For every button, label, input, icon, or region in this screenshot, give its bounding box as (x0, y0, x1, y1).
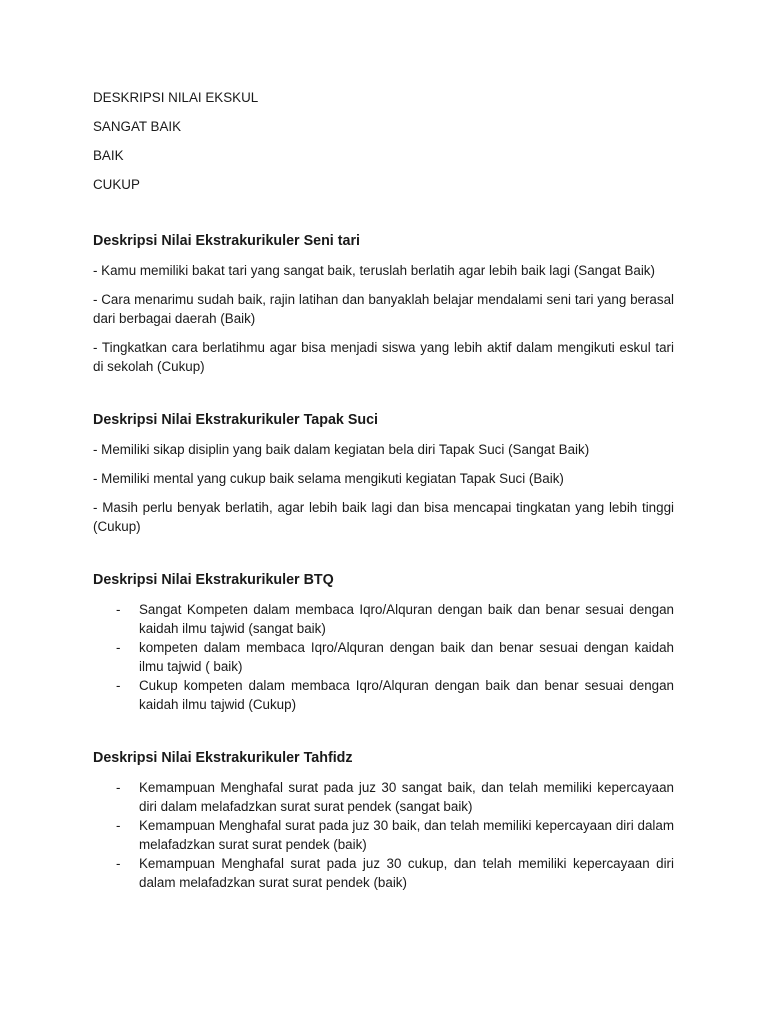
description-list (93, 778, 674, 892)
dash-bullet: - (116, 780, 121, 795)
dash-bullet: - (116, 818, 121, 833)
section-title: Deskripsi Nilai Ekstrakurikuler BTQ (93, 572, 334, 588)
level-baik: BAIK (93, 148, 124, 163)
list-item (93, 600, 674, 638)
section-title: Deskripsi Nilai Ekstrakurikuler Tapak Suci (93, 412, 379, 428)
list-item-text: Kemampuan Menghafal surat pada juz 30 cukup, dan telah memiliki kepercayaan diri dalam melafadzkan surat surat pendek (baik) (139, 856, 674, 890)
list-item (93, 816, 674, 854)
grade-header (93, 88, 674, 194)
document-title: DESKRIPSI NILAI EKSKUL (93, 90, 259, 105)
list-item-text: Sangat Kompeten dalam membaca Iqro/Alquran dengan baik dan benar sesuai dengan kaidah ilmu tajwid (sangat baik) (139, 602, 674, 636)
list-item (93, 778, 674, 816)
list-item (93, 638, 674, 676)
description-paragraph: - Tingkatkan cara berlatihmu agar bisa menjadi siswa yang lebih aktif dalam mengikuti eskul tari di sekolah (Cukup) (93, 340, 674, 374)
list-item-text: Kemampuan Menghafal surat pada juz 30 baik, dan telah memiliki kepercayaan diri dalam melafadzkan surat surat pendek (baik) (139, 818, 674, 852)
list-item-text: Kemampuan Menghafal surat pada juz 30 sangat baik, dan telah memiliki kepercayaan diri dalam melafadzkan surat surat pendek (sangat baik) (139, 780, 674, 814)
description-paragraph: - Kamu memiliki bakat tari yang sangat baik, teruslah berlatih agar lebih baik lagi (Sangat Baik) (93, 263, 655, 278)
section-seni-tari (93, 232, 674, 376)
section-tapak-suci (93, 411, 674, 536)
description-paragraph: - Memiliki mental yang cukup baik selama mengikuti kegiatan Tapak Suci (Baik) (93, 471, 564, 486)
list-item (93, 854, 674, 892)
section-title: Deskripsi Nilai Ekstrakurikuler Tahfidz (93, 750, 353, 766)
section-tahfidz (93, 749, 674, 892)
section-btq (93, 571, 674, 714)
level-cukup: CUKUP (93, 177, 140, 192)
dash-bullet: - (116, 856, 121, 871)
list-item (93, 676, 674, 714)
description-paragraph: - Cara menarimu sudah baik, rajin latihan dan banyaklah belajar mendalami seni tari yang berasal dari berbagai daerah (Baik) (93, 292, 674, 326)
section-title: Deskripsi Nilai Ekstrakurikuler Seni tari (93, 233, 360, 249)
level-sangat-baik: SANGAT BAIK (93, 119, 182, 134)
list-item-text: Cukup kompeten dalam membaca Iqro/Alquran dengan baik dan benar sesuai dengan kaidah ilmu tajwid (Cukup) (139, 678, 674, 712)
list-item-text: kompeten dalam membaca Iqro/Alquran dengan baik dan benar sesuai dengan kaidah ilmu tajwid ( baik) (139, 640, 674, 674)
description-paragraph: - Memiliki sikap disiplin yang baik dalam kegiatan bela diri Tapak Suci (Sangat Baik) (93, 442, 590, 457)
description-list (93, 600, 674, 714)
dash-bullet: - (116, 678, 121, 693)
description-paragraph: - Masih perlu benyak berlatih, agar lebih baik lagi dan bisa mencapai tingkatan yang lebih tinggi (Cukup) (93, 500, 674, 534)
dash-bullet: - (116, 602, 121, 617)
dash-bullet: - (116, 640, 121, 655)
